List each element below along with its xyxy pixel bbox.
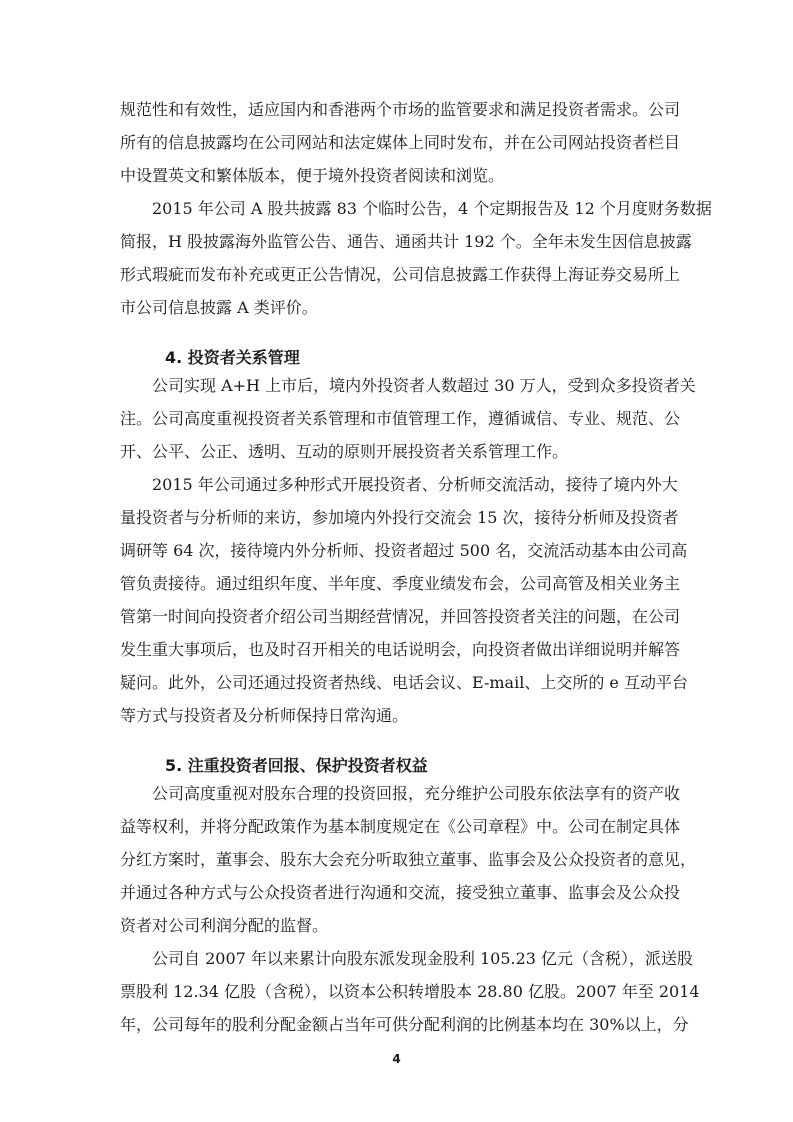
text-line: 中设置英文和繁体版本，便于境外投资者阅读和浏览。 xyxy=(120,166,505,185)
text-line: 分红方案时，董事会、股东大会充分听取独立董事、监事会及公众投资者的意见， xyxy=(120,850,697,869)
section-heading: 4. 投资者关系管理 xyxy=(165,348,300,367)
text-line: 公司自 2007 年以来累计向股东派发现金股利 105.23 亿元（含税），派送股 xyxy=(152,949,694,968)
text-line: 所有的信息披露均在公司网站和法定媒体上同时发布，并在公司网站投资者栏目 xyxy=(120,133,681,152)
text-line: 管第一时间向投资者介绍公司当期经营情况，并回答投资者关注的问题，在公司 xyxy=(120,607,681,626)
text-line: 简报，H 股披露海外监管公告、通告、通函共计 192 个。全年未发生因信息披露 xyxy=(120,232,692,251)
section-heading: 5. 注重投资者回报、保护投资者权益 xyxy=(165,756,428,775)
text-line: 注。公司高度重视投资者关系管理和市值管理工作，遵循诚信、专业、规范、公 xyxy=(120,409,681,428)
text-line: 市公司信息披露 A 类评价。 xyxy=(120,298,318,317)
text-line: 量投资者与分析师的来访，参加境内外投行交流会 15 次，接待分析师及投资者 xyxy=(120,508,679,527)
text-line: 票股利 12.34 亿股（含税），以资本公积转增股本 28.80 亿股。2007 年至 2014 xyxy=(120,982,700,1001)
text-line: 年，公司每年的股利分配金额占当年可供分配利润的比例基本均在 30%以上，分 xyxy=(120,1015,689,1034)
text-line: 发生重大事项后，也及时召开相关的电话说明会，向投资者做出详细说明并解答 xyxy=(120,640,681,659)
text-line: 公司高度重视对股东合理的投资回报，充分维护公司股东依法享有的资产收 xyxy=(152,784,681,803)
text-line: 资者对公司利润分配的监督。 xyxy=(120,916,329,935)
text-line: 公司实现 A+H 上市后，境内外投资者人数超过 30 万人，受到众多投资者关 xyxy=(152,376,696,395)
text-line: 2015 年公司 A 股共披露 83 个临时公告，4 个定期报告及 12 个月度财务数据 xyxy=(152,199,712,218)
text-line: 并通过各种方式与公众投资者进行沟通和交流，接受独立董事、监事会及公众投 xyxy=(120,883,681,902)
text-line: 疑问。此外，公司还通过投资者热线、电话会议、E-mail、上交所的 e 互动平台 xyxy=(120,673,688,692)
text-line: 益等权利，并将分配政策作为基本制度规定在《公司章程》中。公司在制定具体 xyxy=(120,817,681,836)
text-line: 管负责接待。通过组织年度、半年度、季度业绩发布会，公司高管及相关业务主 xyxy=(120,574,681,593)
page-number: 4 xyxy=(392,1052,401,1066)
text-line: 规范性和有效性，适应国内和香港两个市场的监管要求和满足投资者需求。公司 xyxy=(120,100,681,119)
text-line: 开、公平、公正、透明、互动的原则开展投资者关系管理工作。 xyxy=(120,442,569,461)
text-line: 调研等 64 次，接待境内外分析师、投资者超过 500 名，交流活动基本由公司高 xyxy=(120,541,688,560)
text-line: 等方式与投资者及分析师保持日常沟通。 xyxy=(120,706,409,725)
text-line: 2015 年公司通过多种形式开展投资者、分析师交流活动，接待了境内外大 xyxy=(152,475,678,494)
text-line: 形式瑕疵而发布补充或更正公告情况，公司信息披露工作获得上海证券交易所上 xyxy=(120,265,681,284)
